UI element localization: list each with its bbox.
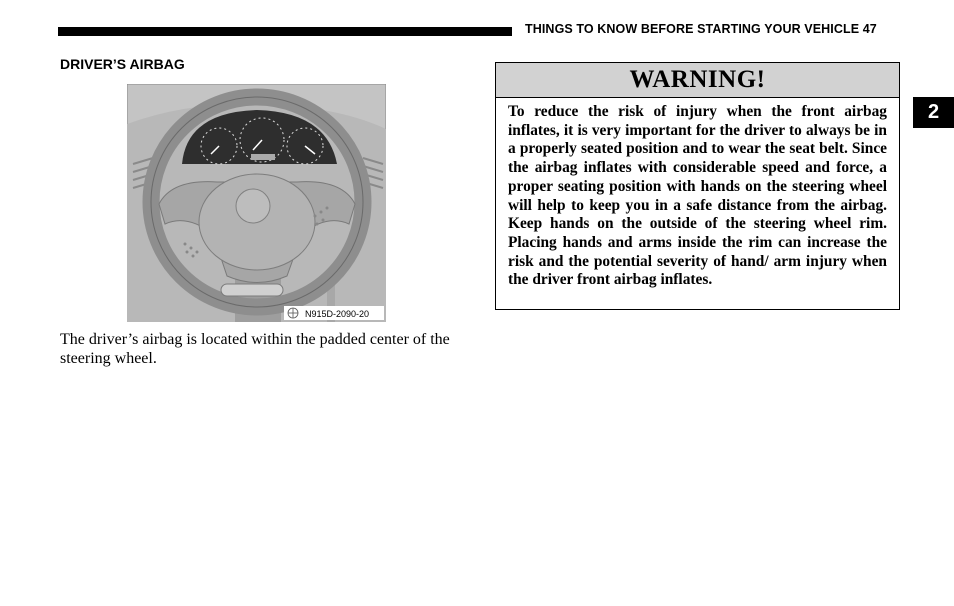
warning-box <box>495 62 900 310</box>
section-title: DRIVER’S AIRBAG <box>60 56 185 72</box>
figure-code: N915D-2090-20 <box>305 309 370 319</box>
steering-wheel-figure <box>127 84 386 322</box>
header-rule <box>58 27 512 36</box>
horn-emblem <box>236 189 270 223</box>
figure-code-icon <box>288 308 298 318</box>
figure-caption: The driver’s airbag is located within the padded center of the steering wheel. <box>60 331 450 367</box>
lower-spoke-slot <box>221 284 283 296</box>
chapter-tab: 2 <box>913 97 954 128</box>
warning-heading: WARNING! <box>496 63 899 98</box>
running-head: THINGS TO KNOW BEFORE STARTING YOUR VEHICLE 47 <box>525 22 877 36</box>
odometer-display <box>251 154 275 160</box>
warning-text: To reduce the risk of injury when the front airbag inflates, it is very important for the driver to always be in a properly seated position and to wear the seat belt. Since the airbag inflates with considerable speed and force, a proper seating position with hands on the steering wheel will help to keep you in a safe distance from the airbag. Keep hands on the outside of the steering wheel rim. Placing hands and arms inside the rim can increase the risk and the potential severity of hand/ arm injury when the driver front airbag inflates. <box>508 103 887 289</box>
steering-wheel-illustration-icon <box>127 84 386 322</box>
